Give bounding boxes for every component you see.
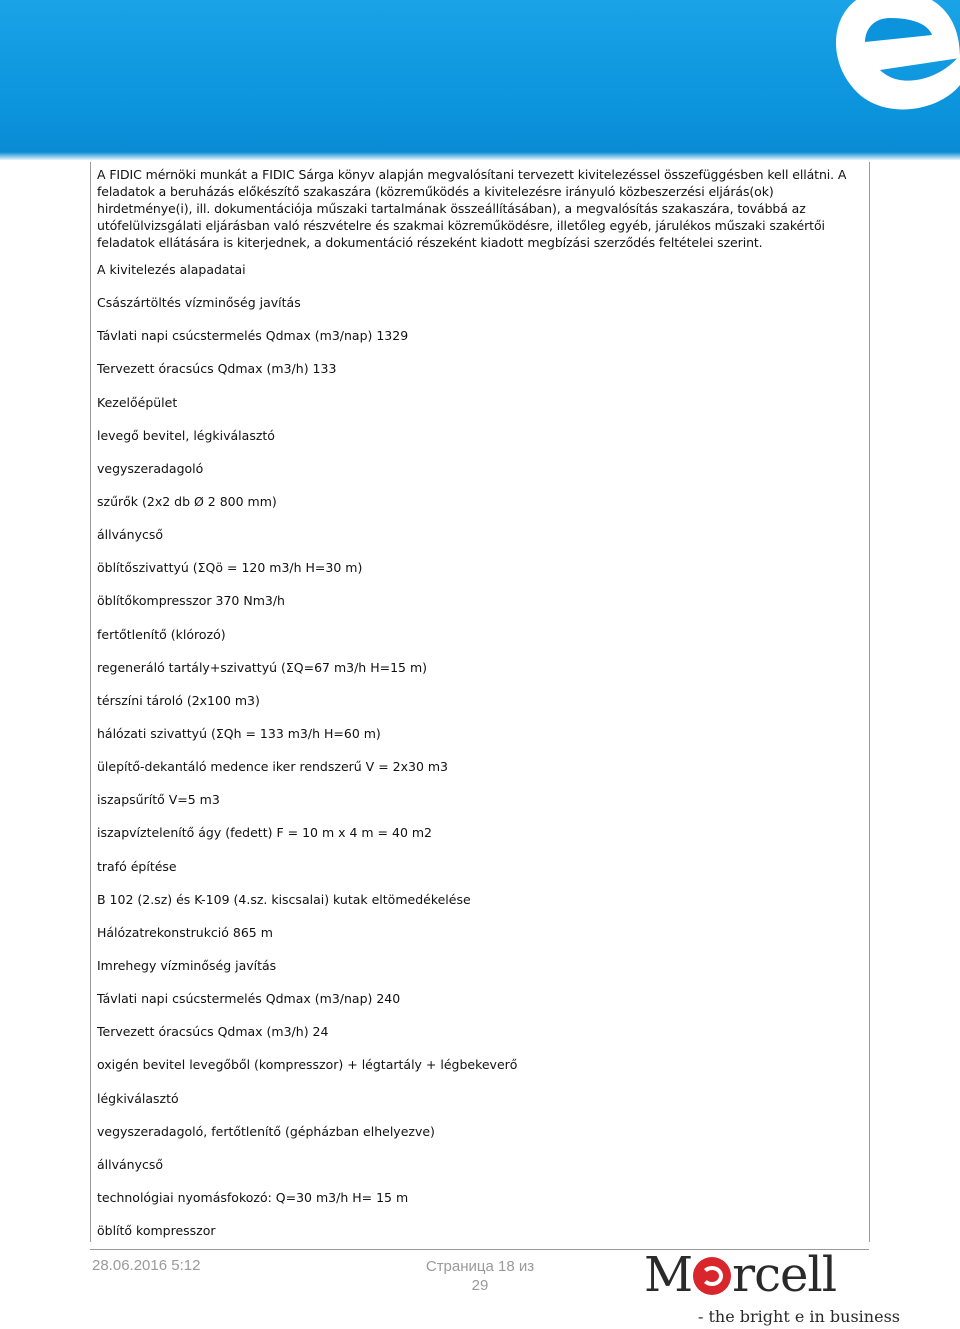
intro-paragraph: A FIDIC mérnöki munkát a FIDIC Sárga könyv alapján megvalósítani tervezett kivitelezéssel összefüggésben kell ellátni. A feladatok a beruházás előkészítő szakaszára (közreműködés a kivitelezésre irányuló közbeszerzési eljárás(ok) hirdetménye(i), ill. dokumentációja műszaki tartalmának összeállításában), a megvalósítás szakaszára, továbbá az utófelülvizsgálati eljárásban való részvételre és szakmai közreműködésre, illetőleg egyéb, járulékos műszaki szakértői feladatok ellátására is kiterjednek, a dokumentáció részeként kiadott megbízási szerződés feltételei szerint. <box>97 167 847 250</box>
spec-list <box>97 260 861 1254</box>
list-item: Császártöltés vízminőség javítás <box>97 295 301 311</box>
header-banner <box>0 0 960 160</box>
brand-tagline: - the bright e in business <box>698 1307 900 1326</box>
list-item: iszapvíztelenítő ágy (fedett) F = 10 m x 4 m = 40 m2 <box>97 825 432 841</box>
brand-prefix: M <box>644 1247 693 1303</box>
e-logo-icon <box>820 0 960 110</box>
list-item: vegyszeradagoló, fertőtlenítő (gépházban elhelyezve) <box>97 1123 435 1139</box>
list-item: öblítőkompresszor 370 Nm3/h <box>97 593 285 609</box>
page-counter-line2: 29 <box>471 1277 489 1294</box>
list-item: levegő bevitel, légkiválasztó <box>97 427 275 443</box>
list-item: állványcső <box>97 527 164 543</box>
list-item: fertőtlenítő (klórozó) <box>97 626 226 642</box>
list-item: oxigén bevitel levegőből (kompresszor) + légtartály + légbekeverő <box>97 1057 518 1073</box>
list-item: Távlati napi csúcstermelés Qdmax (m3/nap) 1329 <box>97 328 409 344</box>
list-item: technológiai nyomásfokozó: Q=30 m3/h H= 15 m <box>97 1189 409 1205</box>
list-item: szűrők (2x2 db Ø 2 800 mm) <box>97 493 277 509</box>
list-item: Tervezett óracsúcs Qdmax (m3/h) 24 <box>97 1024 329 1040</box>
list-item: iszapsűrítő V=5 m3 <box>97 792 220 808</box>
list-item: Távlati napi csúcstermelés Qdmax (m3/nap) 240 <box>97 991 401 1007</box>
list-item: Tervezett óracsúcs Qdmax (m3/h) 133 <box>97 361 337 377</box>
list-item: vegyszeradagoló <box>97 460 204 476</box>
page-counter <box>410 1257 550 1295</box>
footer-date: 28.06.2016 5:12 <box>92 1257 201 1274</box>
list-item: B 102 (2.sz) és K-109 (4.sz. kiscsalai) kutak eltömedékelése <box>97 891 471 907</box>
list-item: A kivitelezés alapadatai <box>97 262 246 277</box>
list-item: Kezelőépület <box>97 394 178 410</box>
list-item: ülepítő-dekantáló medence iker rendszerű V = 2x30 m3 <box>97 759 448 775</box>
list-item: regeneráló tartály+szivattyú (ΣQ=67 m3/h H=15 m) <box>97 659 427 675</box>
brand-suffix: rcell <box>732 1247 837 1303</box>
document-body <box>97 166 861 251</box>
brand-e-icon <box>693 1257 731 1295</box>
list-item: trafó építése <box>97 858 177 874</box>
page-counter-line1: Страница 18 из <box>425 1258 535 1275</box>
brand-wordmark <box>644 1247 836 1303</box>
list-item: Hálózatrekonstrukció 865 m <box>97 924 273 940</box>
list-item: öblítő kompresszor <box>97 1223 216 1239</box>
marcell-logo <box>640 1247 900 1329</box>
list-item: térszíni tároló (2x100 m3) <box>97 692 260 708</box>
list-item: állványcső <box>97 1156 164 1172</box>
list-item: öblítőszivattyú (ΣQö = 120 m3/h H=30 m) <box>97 560 363 576</box>
list-item: hálózati szivattyú (ΣQh = 133 m3/h H=60 m) <box>97 725 381 741</box>
list-item: Imrehegy vízminőség javítás <box>97 957 277 973</box>
list-item: légkiválasztó <box>97 1090 179 1106</box>
